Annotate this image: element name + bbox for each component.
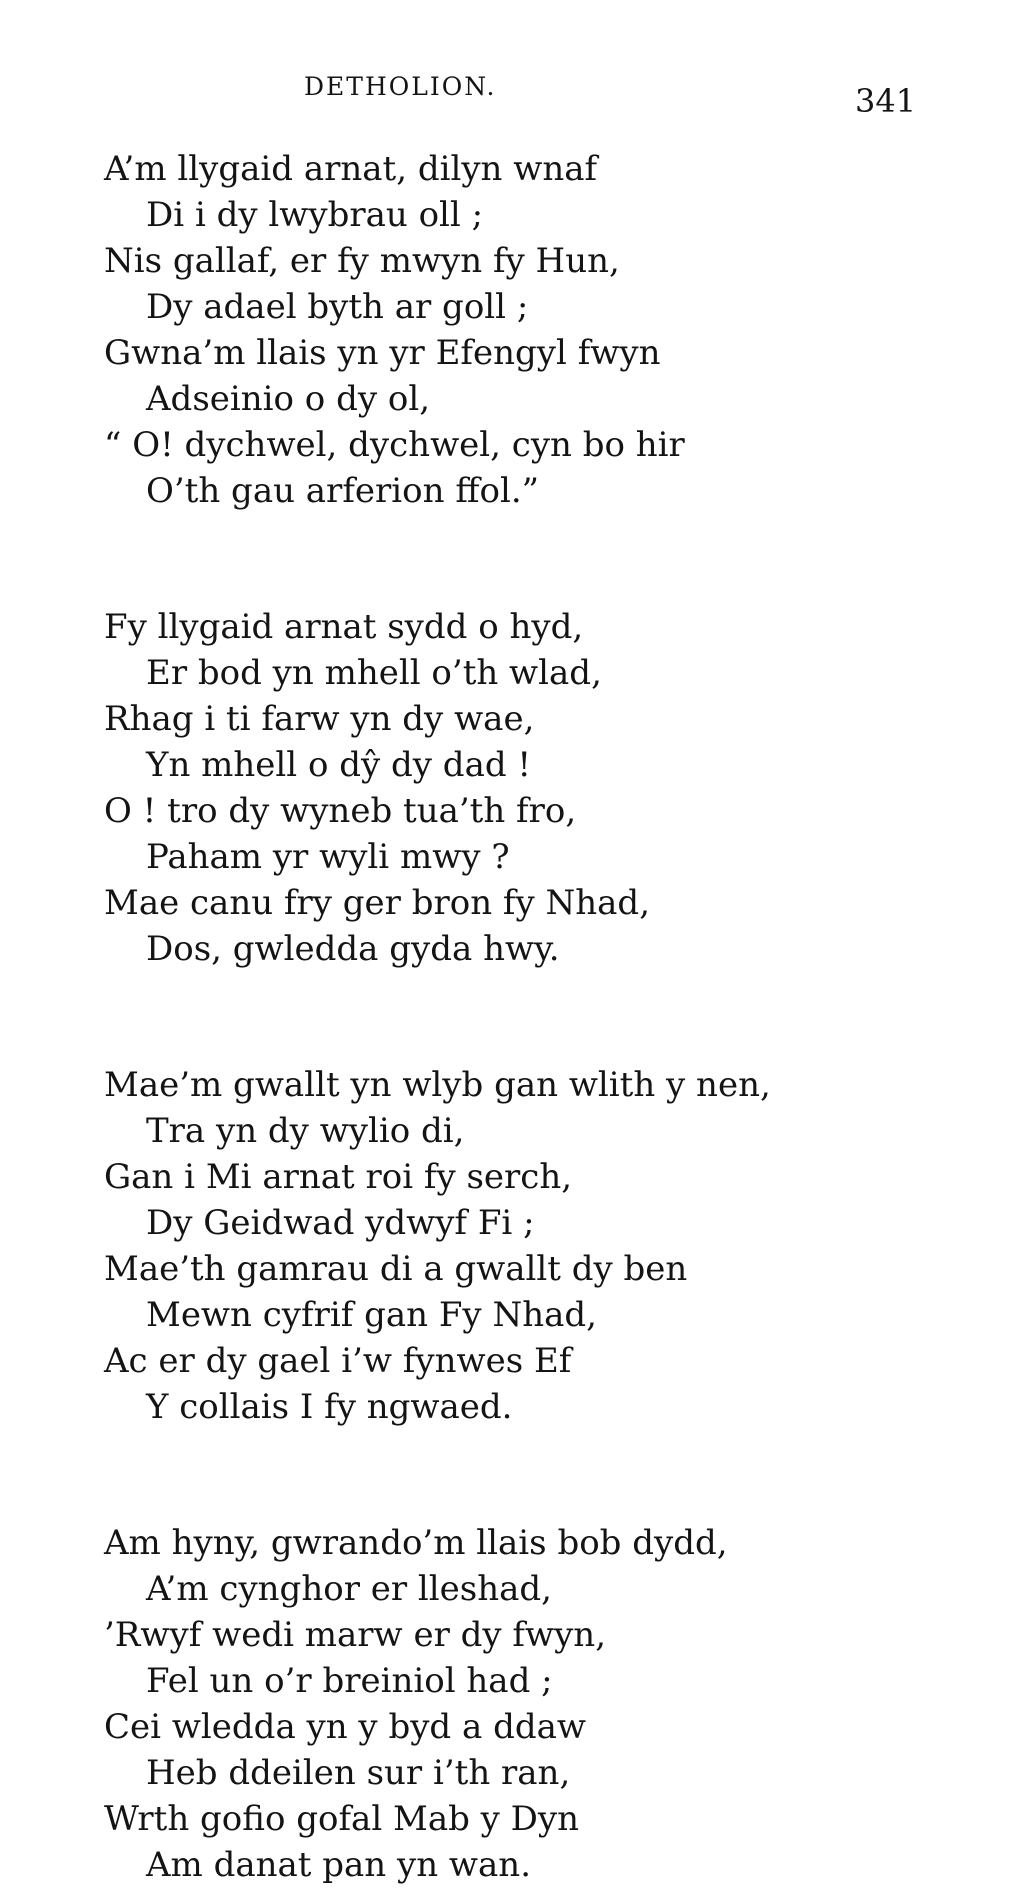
stanza bbox=[0, 146, 1020, 514]
poem-line: Yn mhell o dŷ dy dad ! bbox=[146, 745, 532, 785]
poem-line: Ac er dy gael i’w fynwes Ef bbox=[104, 1341, 572, 1381]
poem-line: “ O! dychwel, dychwel, cyn bo hir bbox=[104, 425, 685, 465]
poem-line: Mewn cyfrif gan Fy Nhad, bbox=[146, 1295, 597, 1335]
poem-line: Paham yr wyli mwy ? bbox=[146, 837, 510, 877]
poem-line: Mae’th gamrau di a gwallt dy ben bbox=[104, 1249, 688, 1289]
poem-line: Fel un o’r breiniol had ; bbox=[146, 1661, 553, 1701]
poem-line: Dy adael byth ar goll ; bbox=[146, 287, 529, 327]
poem-line: Gan i Mi arnat roi fy serch, bbox=[104, 1157, 573, 1197]
poem-line: Tra yn dy wylio di, bbox=[146, 1111, 465, 1151]
poem-line: Am hyny, gwrando’m llais bob dydd, bbox=[104, 1523, 728, 1563]
poem-line: Cei wledda yn y byd a ddaw bbox=[104, 1707, 586, 1747]
stanza bbox=[0, 604, 1020, 972]
stanza bbox=[0, 1520, 1020, 1888]
poem-line: Rhag i ti farw yn dy wae, bbox=[104, 699, 535, 739]
poem-line: Nis gallaf, er fy mwyn fy Hun, bbox=[104, 241, 620, 281]
header-title: DETHOLION. bbox=[304, 72, 497, 101]
poem-line: Di i dy lwybrau oll ; bbox=[146, 195, 484, 235]
page-number: 341 bbox=[855, 82, 917, 120]
poem-line: O’th gau arferion ffol.” bbox=[146, 471, 540, 511]
poem-line: A’m cynghor er lleshad, bbox=[146, 1569, 552, 1609]
poem-line: Wrth gofio gofal Mab y Dyn bbox=[104, 1799, 580, 1839]
poem-line: Y collais I fy ngwaed. bbox=[146, 1387, 513, 1427]
poem-line: O ! tro dy wyneb tua’th fro, bbox=[104, 791, 577, 831]
poem-line: Dos, gwledda gyda hwy. bbox=[146, 929, 560, 969]
poem bbox=[0, 146, 1020, 1888]
poem-line: ’Rwyf wedi marw er dy fwyn, bbox=[104, 1615, 607, 1655]
poem-line: Heb ddeilen sur i’th ran, bbox=[146, 1753, 571, 1793]
poem-line: Fy llygaid arnat sydd o hyd, bbox=[104, 607, 584, 647]
stanza bbox=[0, 1062, 1020, 1430]
poem-line: Gwna’m llais yn yr Efengyl fwyn bbox=[104, 333, 661, 373]
poem-line: Dy Geidwad ydwyf Fi ; bbox=[146, 1203, 535, 1243]
poem-line: Adseinio o dy ol, bbox=[146, 379, 431, 419]
poem-line: Er bod yn mhell o’th wlad, bbox=[146, 653, 602, 693]
poem-line: Mae canu fry ger bron fy Nhad, bbox=[104, 883, 651, 923]
poem-line: Am danat pan yn wan. bbox=[146, 1845, 532, 1885]
poem-line: A’m llygaid arnat, dilyn wnaf bbox=[104, 149, 598, 189]
poem-line: Mae’m gwallt yn wlyb gan wlith y nen, bbox=[104, 1065, 771, 1105]
